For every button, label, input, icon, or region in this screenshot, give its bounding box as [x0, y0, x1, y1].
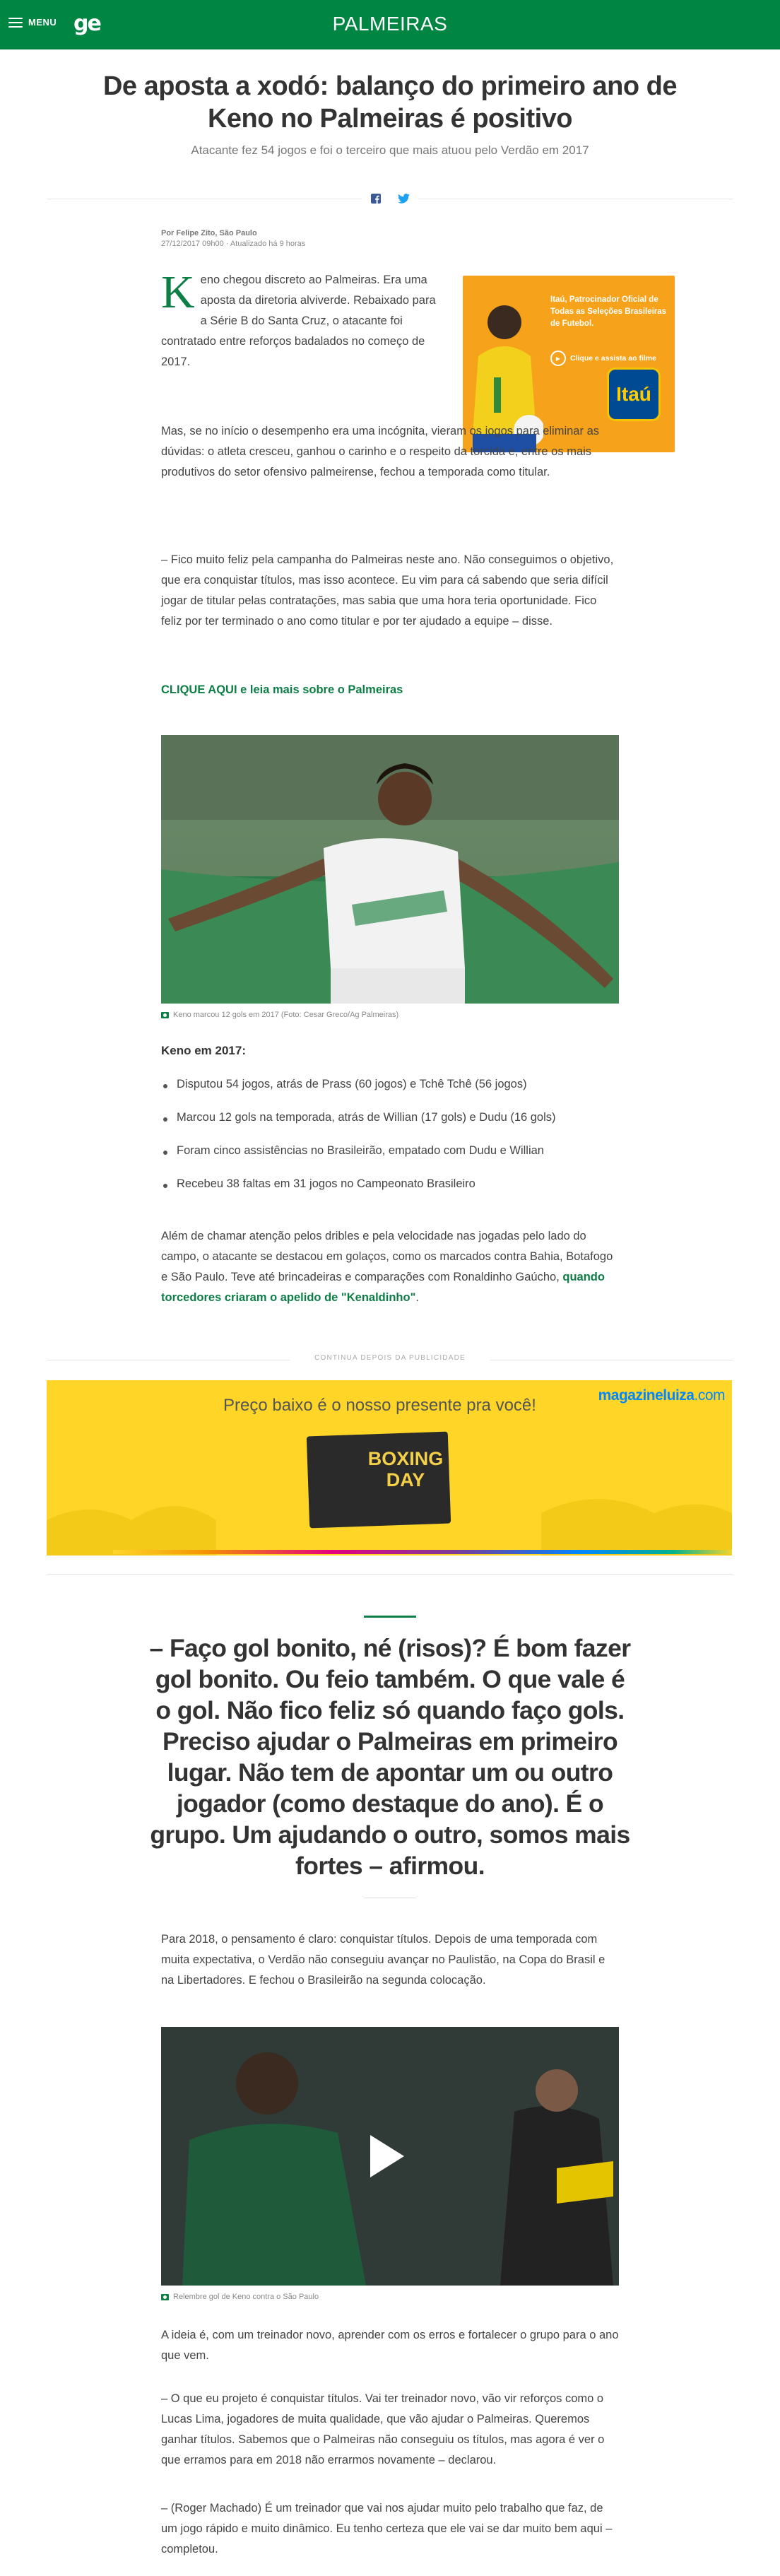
drop-cap: K — [161, 266, 195, 318]
twitter-icon[interactable] — [398, 194, 410, 204]
facebook-icon[interactable] — [371, 194, 381, 204]
ad-label: CONTINUA DEPOIS DA PUBLICIDADE — [290, 1354, 490, 1362]
article-subtitle: Atacante fez 54 jogos e foi o terceiro que mais atuou pelo Verdão em 2017 — [191, 143, 589, 157]
publish-date: 27/12/2017 09h00 · Atualizado há 9 horas — [161, 240, 306, 248]
paragraph-7: – O que eu projeto é conquistar títulos. Vai ter treinador novo, vão vir reforços como o Lucas Lima, jogadores de muita qualidade, que vão ajudar o Palmeiras. Queremos ganhar títulos. Sabemos que o Palmeiras não conseguiu os títulos, mas agora é ver o que erramos para em 2018 não errarmos novamente – declarou. — [161, 2392, 605, 2466]
menu-label: MENU — [28, 17, 57, 28]
stats-item: Disputou 54 jogos, atrás de Prass (60 jogos) e Tchê Tchê (56 jogos) — [161, 1078, 619, 1111]
magalu-brand-name: magazineluiza — [598, 1387, 695, 1404]
stats-heading: Keno em 2017: — [161, 1044, 246, 1057]
ge-logo[interactable]: ge — [73, 11, 100, 36]
article-photo[interactable] — [161, 735, 619, 1004]
photo-caption — [161, 1011, 398, 1019]
paragraph-5: Para 2018, o pensamento é claro: conquistar títulos. Depois de uma temporada com muita expectativa, o Verdão não conseguiu avançar no Paulistão, na Copa do Brasil e na Libertadores. E fechou o Brasileirão na segunda colocação. — [161, 1933, 605, 1987]
camera-icon — [161, 1012, 169, 1018]
paragraph-3: – Fico muito feliz pela campanha do Palmeiras neste ano. Não conseguimos o objetivo, que era conquistar títulos, mas isso acontece. Eu vim para cá sabendo que seria difícil jogar de titular pelas contratações, mas sabia que uma hora teria oportunidade. Fico feliz por ter terminado o ano como titular e por ter ajudado a equipe – disse. — [161, 553, 614, 628]
magalu-brand — [598, 1387, 725, 1404]
paragraph-1-text: eno chegou discreto ao Palmeiras. Era uma aposta da diretoria alviverde. Rebaixado para a Série B do Santa Cruz, o atacante foi contratado entre reforços badalados no começo de 2017. — [161, 274, 436, 368]
paragraph-8: – (Roger Machado) É um treinador que vai nos ajudar muito pelo trabalho que faz, de um jogo rápido e muito dinâmico. Eu tenho certeza que ele vai se dar muito bem aqui – completou. — [161, 2502, 613, 2556]
author: Por Felipe Zito, São Paulo — [161, 229, 257, 237]
paragraph-6: A ideia é, com um treinador novo, aprender com os erros e fortalecer o grupo para o ano que vem. — [161, 2329, 619, 2362]
player-illustration — [161, 735, 619, 1004]
paragraph-2: Mas, se no início o desempenho era uma incógnita, vieram os jogos para eliminar as dúvidas: o atleta cresceu, ganhou o carinho e o respeito da torcida e, entre os mais produtivos do setor ofensivo palmeirense, fechou a temporada como titular. — [161, 425, 599, 478]
magalu-brand-tld: .com — [694, 1387, 725, 1404]
video-caption — [161, 2293, 319, 2301]
read-more-text[interactable]: CLIQUE AQUI e leia mais sobre o Palmeiras — [161, 683, 403, 696]
itau-ad-text: Itaú, Patrocinador Oficial de Todas as Seleções Brasileiras de Futebol. — [550, 295, 667, 328]
camera-icon — [161, 2294, 169, 2300]
stats-item: Recebeu 38 faltas em 31 jogos no Campeonato Brasileiro — [161, 1177, 619, 1211]
quote-accent — [364, 1616, 416, 1618]
itau-cta[interactable] — [550, 351, 656, 366]
share-bar — [362, 191, 418, 206]
read-more-link[interactable] — [161, 680, 619, 700]
paragraph-4-text: Além de chamar atenção pelos dribles e pela velocidade nas jogadas pelo lado do campo, o atacante se destacou em golaços, como os marcados contra Bahia, Botafogo e São Paulo. Teve até brincadeiras e comparações com Ronaldinho Gaúcho, — [161, 1230, 613, 1283]
video-caption-text: Relembre gol de Keno contra o São Paulo — [173, 2293, 319, 2301]
period: . — [415, 1291, 419, 1304]
stats-item: Foram cinco assistências no Brasileirão, empatado com Dudu e Willian — [161, 1144, 619, 1177]
play-icon: ▶ — [550, 351, 566, 366]
magalu-ad[interactable] — [47, 1380, 732, 1555]
article-title: De aposta a xodó: balanço do primeiro ano de Keno no Palmeiras é positivo — [102, 71, 678, 134]
paragraph-1 — [161, 266, 444, 372]
byline — [161, 228, 305, 249]
magalu-slogan: Preço baixo é o nosso presente pra você! — [223, 1396, 536, 1415]
photo-caption-text: Keno marcou 12 gols em 2017 (Foto: Cesar Greco/Ag Palmeiras) — [173, 1011, 399, 1019]
pull-quote: – Faço gol bonito, né (risos)? É bom fazer gol bonito. Ou feio também. O que vale é o gol. Não fico feliz só quando faço gols. Preciso ajudar o Palmeiras em primeiro lugar. Não tem de apontar um ou outro jogador (como destaque do ano). É o grupo. Um ajudando o outro, somos mais fortes – afirmou. — [149, 1634, 631, 1880]
stats-item: Marcou 12 gols na temporada, atrás de Willian (17 gols) e Dudu (16 gols) — [161, 1111, 619, 1144]
video-player[interactable] — [161, 2027, 619, 2286]
boxing-day-label: BOXING DAY — [367, 1448, 444, 1490]
play-icon[interactable] — [370, 2135, 404, 2177]
ad-bottom-divider — [47, 1574, 733, 1575]
top-bar — [0, 0, 780, 49]
color-stripe — [113, 1550, 732, 1554]
itau-logo: Itaú — [607, 367, 661, 421]
itau-cta-label: Clique e assista ao filme — [570, 354, 656, 363]
paragraph-4 — [161, 1226, 619, 1308]
section-title[interactable]: PALMEIRAS — [332, 13, 448, 35]
stats-list — [161, 1078, 619, 1211]
kenaldinho-link[interactable]: quando torcedores criaram o apelido de "Kenaldinho" — [161, 1271, 605, 1304]
